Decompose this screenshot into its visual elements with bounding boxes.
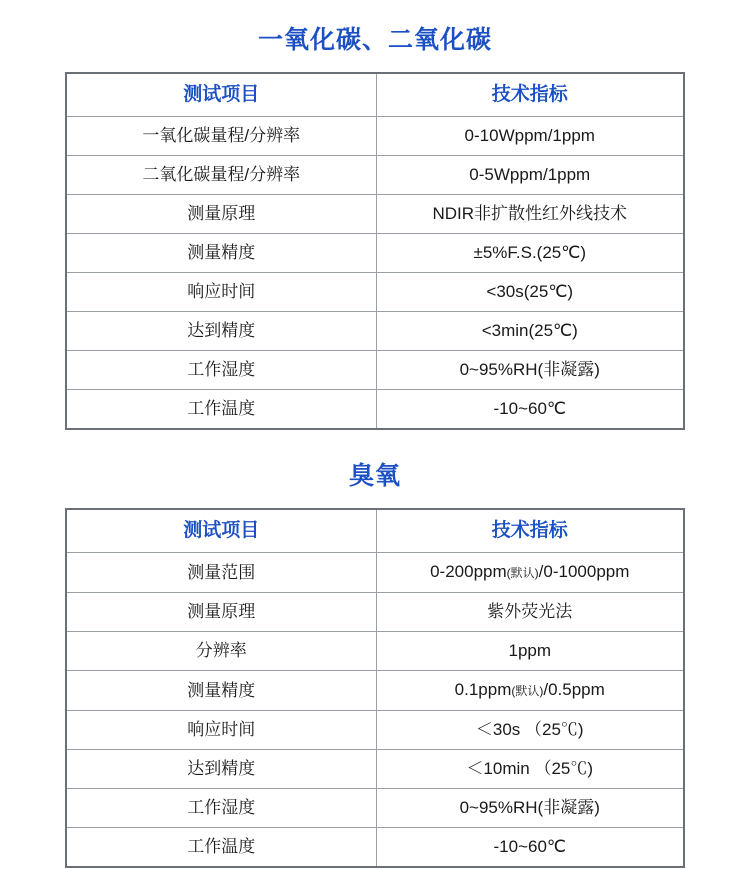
row-value: ＜30s （25℃) (376, 711, 684, 750)
row-label: 二氧化碳量程/分辨率 (66, 156, 376, 195)
row-value: 0~95%RH(非凝露) (376, 789, 684, 828)
row-label: 工作湿度 (66, 789, 376, 828)
table-row (66, 195, 684, 234)
row-label: 一氧化碳量程/分辨率 (66, 117, 376, 156)
row-value: ＜10min （25℃) (376, 750, 684, 789)
table-row (66, 273, 684, 312)
row-value: NDIR非扩散性红外线技术 (376, 195, 684, 234)
row-label: 达到精度 (66, 750, 376, 789)
column-header-spec: 技术指标 (376, 73, 684, 117)
column-header-item: 测试项目 (66, 509, 376, 553)
row-value: 1ppm (376, 632, 684, 671)
row-value: 0~95%RH(非凝露) (376, 351, 684, 390)
table-row (66, 593, 684, 632)
column-header-spec: 技术指标 (376, 509, 684, 553)
row-label: 响应时间 (66, 273, 376, 312)
row-label: 达到精度 (66, 312, 376, 351)
table-row (66, 312, 684, 351)
row-label: 测量原理 (66, 593, 376, 632)
row-value: 0-200ppm(默认)/0-1000ppm (376, 553, 684, 593)
section-title-ozone: 臭氧 (348, 462, 401, 490)
table-row (66, 671, 684, 711)
table-row (66, 632, 684, 671)
row-value: 0-10Wppm/1ppm (376, 117, 684, 156)
table-header-row (66, 509, 684, 553)
row-label: 测量范围 (66, 553, 376, 593)
row-label: 测量原理 (66, 195, 376, 234)
row-value: -10~60℃ (376, 828, 684, 868)
section-title-carbon-oxides: 一氧化碳、二氧化碳 (257, 26, 492, 54)
table-row (66, 390, 684, 430)
spec-table-ozone (65, 508, 685, 868)
row-label: 测量精度 (66, 671, 376, 711)
section-ozone (0, 456, 750, 868)
table-row (66, 789, 684, 828)
row-value: 紫外荧光法 (376, 593, 684, 632)
table-row (66, 156, 684, 195)
table-row (66, 750, 684, 789)
table-row (66, 828, 684, 868)
spec-table-carbon-oxides (65, 72, 685, 430)
table-row (66, 117, 684, 156)
row-value: <3min(25℃) (376, 312, 684, 351)
row-label: 工作温度 (66, 390, 376, 430)
table-row (66, 351, 684, 390)
row-label: 测量精度 (66, 234, 376, 273)
row-label: 响应时间 (66, 711, 376, 750)
row-label: 分辨率 (66, 632, 376, 671)
table-row (66, 553, 684, 593)
row-label: 工作湿度 (66, 351, 376, 390)
row-label: 工作温度 (66, 828, 376, 868)
table-header-row (66, 73, 684, 117)
column-header-item: 测试项目 (66, 73, 376, 117)
row-value: ±5%F.S.(25℃) (376, 234, 684, 273)
table-row (66, 711, 684, 750)
row-value: 0.1ppm(默认)/0.5ppm (376, 671, 684, 711)
row-value: <30s(25℃) (376, 273, 684, 312)
section-carbon-oxides (0, 20, 750, 430)
table-row (66, 234, 684, 273)
row-value: -10~60℃ (376, 390, 684, 430)
row-value: 0-5Wppm/1ppm (376, 156, 684, 195)
